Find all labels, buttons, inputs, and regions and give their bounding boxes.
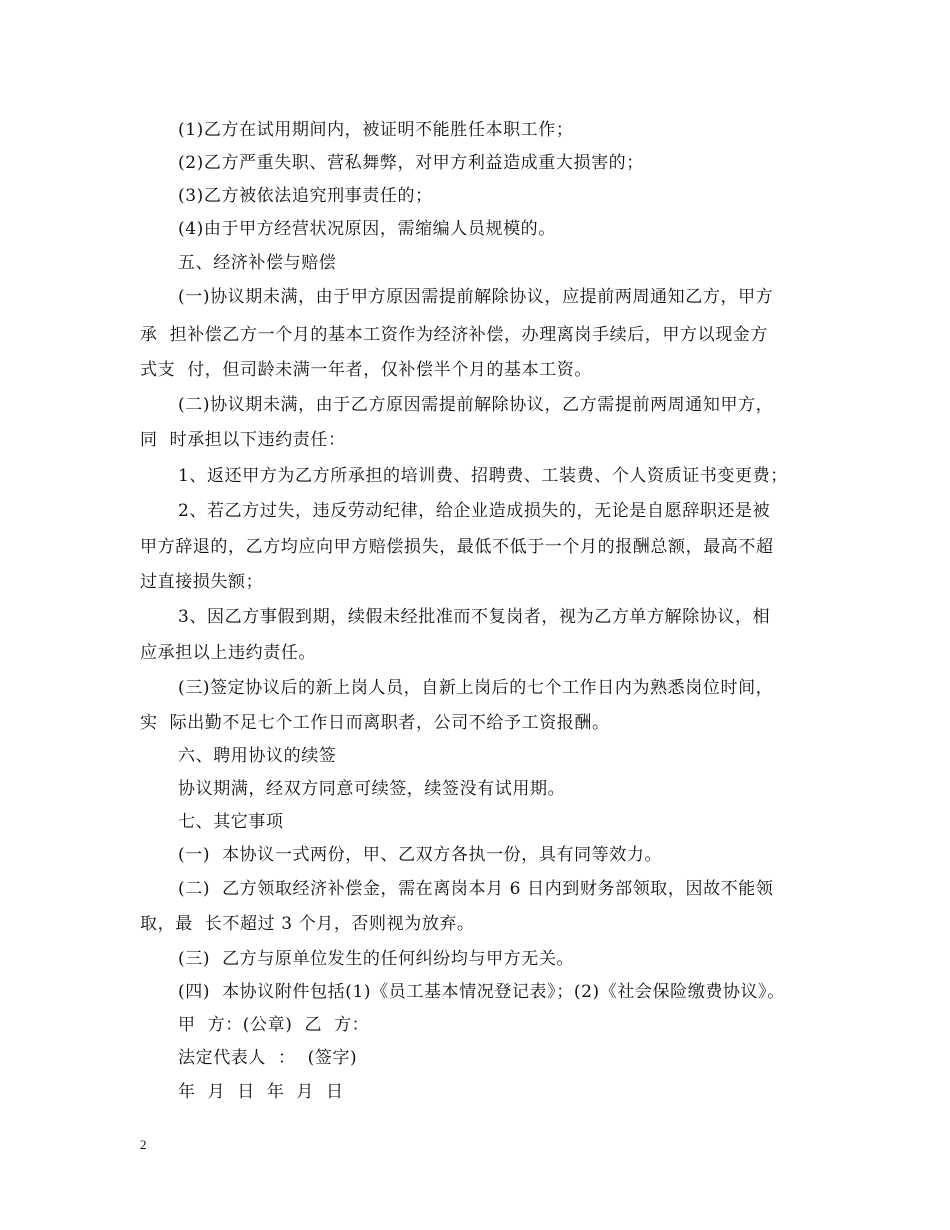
text-line: (一) 本协议一式两份，甲、乙双方各执一份，具有同等效力。 [178, 845, 663, 865]
text-line: (四) 本协议附件包括(1)《员工基本情况登记表》；(2)《社会保险缴费协议》。 [178, 982, 785, 1002]
date-line: 年 月 日 年 月 日 [178, 1082, 344, 1102]
text-line: 取，最 长不超过 3 个月，否则视为放弃。 [140, 914, 475, 934]
text-line: (三) 乙方与原单位发生的任何纠纷均与甲方无关。 [178, 949, 575, 969]
text-line: 1、返还甲方为乙方所承担的培训费、招聘费、工装费、个人资质证书变更费； [178, 466, 788, 486]
text-line: (二) 乙方领取经济补偿金，需在离岗本月 6 日内到财务部领取，因故不能领 [178, 879, 774, 899]
text-line: 承 担补偿乙方一个月的基本工资作为经济补偿，办理离岗手续后，甲方以现金方 [140, 325, 769, 345]
text-line: 同 时承担以下违约责任： [140, 430, 346, 450]
page-number: 2 [140, 1137, 147, 1152]
section-heading: 七、其它事项 [178, 812, 284, 832]
text-line: (二)协议期未满，由于乙方原因需提前解除协议，乙方需提前两周通知甲方， [178, 395, 774, 415]
text-line: 过直接损失额； [140, 572, 264, 592]
text-line: (1)乙方在试用期间内，被证明不能胜任本职工作； [178, 120, 574, 140]
text-line: 式支 付，但司龄未满一年者，仅补偿半个月的基本工资。 [140, 360, 593, 380]
text-line: (三)签定协议后的新上岗人员，自新上岗后的七个工作日内为熟悉岗位时间， [178, 678, 774, 698]
text-line: (2)乙方严重失职、营私舞弊，对甲方利益造成重大损害的； [178, 153, 644, 173]
text-line: 应承担以上违约责任。 [140, 643, 316, 663]
text-line: 3、因乙方事假到期，续假未经批准而不复岗者，视为乙方单方解除协议，相 [178, 607, 771, 627]
text-line: (3)乙方被依法追究刑事责任的； [178, 186, 433, 206]
text-line: 实 际出勤不足七个工作日而离职者，公司不给予工资报酬。 [140, 713, 610, 733]
section-heading: 六、聘用协议的续签 [178, 746, 337, 766]
text-line: 协议期满，经双方同意可续签，续签没有试用期。 [178, 779, 566, 799]
signature-line: 法定代表人 ： (签字) [178, 1048, 358, 1068]
section-heading: 五、经济补偿与赔偿 [178, 253, 337, 273]
signature-line: 甲 方：(公章) 乙 方： [178, 1015, 370, 1035]
text-line: (一)协议期未满，由于甲方原因需提前解除协议，应提前两周通知乙方，甲方 [178, 287, 774, 307]
text-line: 甲方辞退的，乙方均应向甲方赔偿损失，最低不低于一个月的报酬总额，最高不超 [140, 537, 774, 557]
text-line: (4)由于甲方经营状况原因，需缩编人员规模的。 [178, 219, 556, 239]
text-line: 2、若乙方过失，违反劳动纪律，给企业造成损失的，无论是自愿辞职还是被 [178, 501, 771, 521]
